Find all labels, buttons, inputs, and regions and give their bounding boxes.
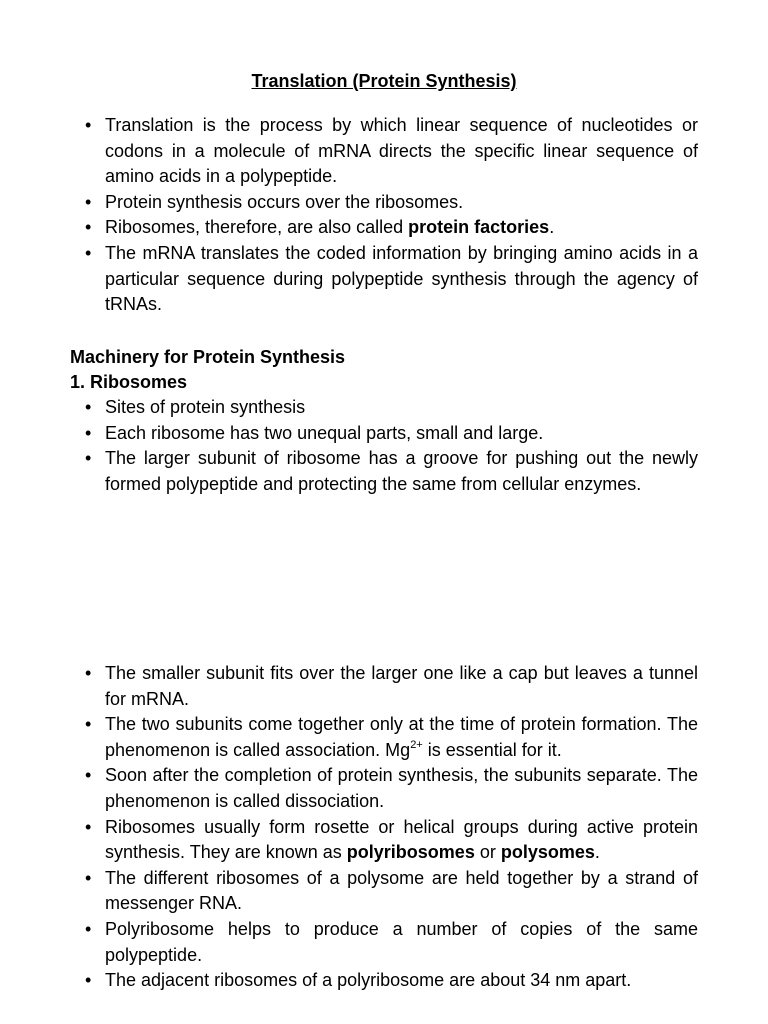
list-item: [105, 968, 698, 994]
bullet-text: is essential for it.: [422, 739, 562, 760]
list-item: [105, 113, 698, 190]
list-item: [105, 763, 698, 814]
list-item: [105, 712, 698, 763]
list-item: [105, 446, 698, 497]
bullet-text: The larger subunit of ribosome has a groove for pushing out the newly formed polypeptide and protecting the same from cellular enzymes.: [105, 448, 698, 494]
bullet-text: Polyribosome helps to produce a number of copies of the same polypeptide.: [105, 918, 698, 965]
superscript: 2+: [410, 738, 423, 751]
subsection-heading: 1. Ribosomes: [70, 372, 188, 392]
list-item: [105, 815, 698, 866]
bullet-text: .: [594, 842, 600, 863]
bullet-text: The mRNA translates the coded information by bringing amino acids in a particular sequence during polypeptide synthesis through the agency of tRNAs.: [105, 242, 698, 315]
bullet-text: The adjacent ribosomes of a polyribosome are about 34 nm apart.: [105, 970, 632, 991]
list-item: [105, 866, 698, 917]
list-item: [105, 190, 698, 216]
list-item: [105, 215, 698, 241]
ribosome-bullet-list-b: [105, 661, 698, 994]
ribosome-bullet-list-a: [105, 395, 698, 497]
bullet-text: .: [549, 217, 555, 238]
page-title: Translation (Protein Synthesis): [251, 71, 517, 91]
list-item: [105, 661, 698, 712]
bullet-text: The smaller subunit fits over the larger one like a cap but leaves a tunnel for mRNA.: [105, 663, 698, 709]
bullet-text: Protein synthesis occurs over the ribosomes.: [105, 191, 464, 212]
bullet-text: Ribosomes usually form rosette or helical groups during active protein synthesis. They are known as: [105, 816, 698, 863]
bold-term: protein factories: [408, 217, 550, 238]
bullet-text: Soon after the completion of protein synthesis, the subunits separate. The phenomenon is called dissociation.: [105, 765, 698, 811]
list-item: [105, 917, 698, 968]
bold-term: polyribosomes: [346, 842, 475, 863]
list-item: [105, 421, 698, 447]
bullet-text: Ribosomes, therefore, are also called: [105, 217, 409, 238]
bullet-text: Sites of protein synthesis: [105, 397, 306, 417]
list-item: [105, 241, 698, 318]
bold-term: polysomes: [500, 842, 595, 863]
bullet-text: The different ribosomes of a polysome are held together by a strand of messenger RNA.: [105, 867, 698, 914]
bullet-text: Translation is the process by which linear sequence of nucleotides or codons in a molecule of mRNA directs the specific linear sequence of amino acids in a polypeptide.: [105, 115, 698, 187]
intro-bullet-list: [105, 113, 698, 318]
bullet-text: or: [474, 842, 501, 863]
list-item: [105, 395, 698, 421]
section-heading: Machinery for Protein Synthesis: [70, 347, 346, 367]
bullet-text: Each ribosome has two unequal parts, small and large.: [105, 422, 544, 443]
bullet-text: The two subunits come together only at the time of protein formation. The phenomenon is called association. Mg: [105, 714, 698, 760]
